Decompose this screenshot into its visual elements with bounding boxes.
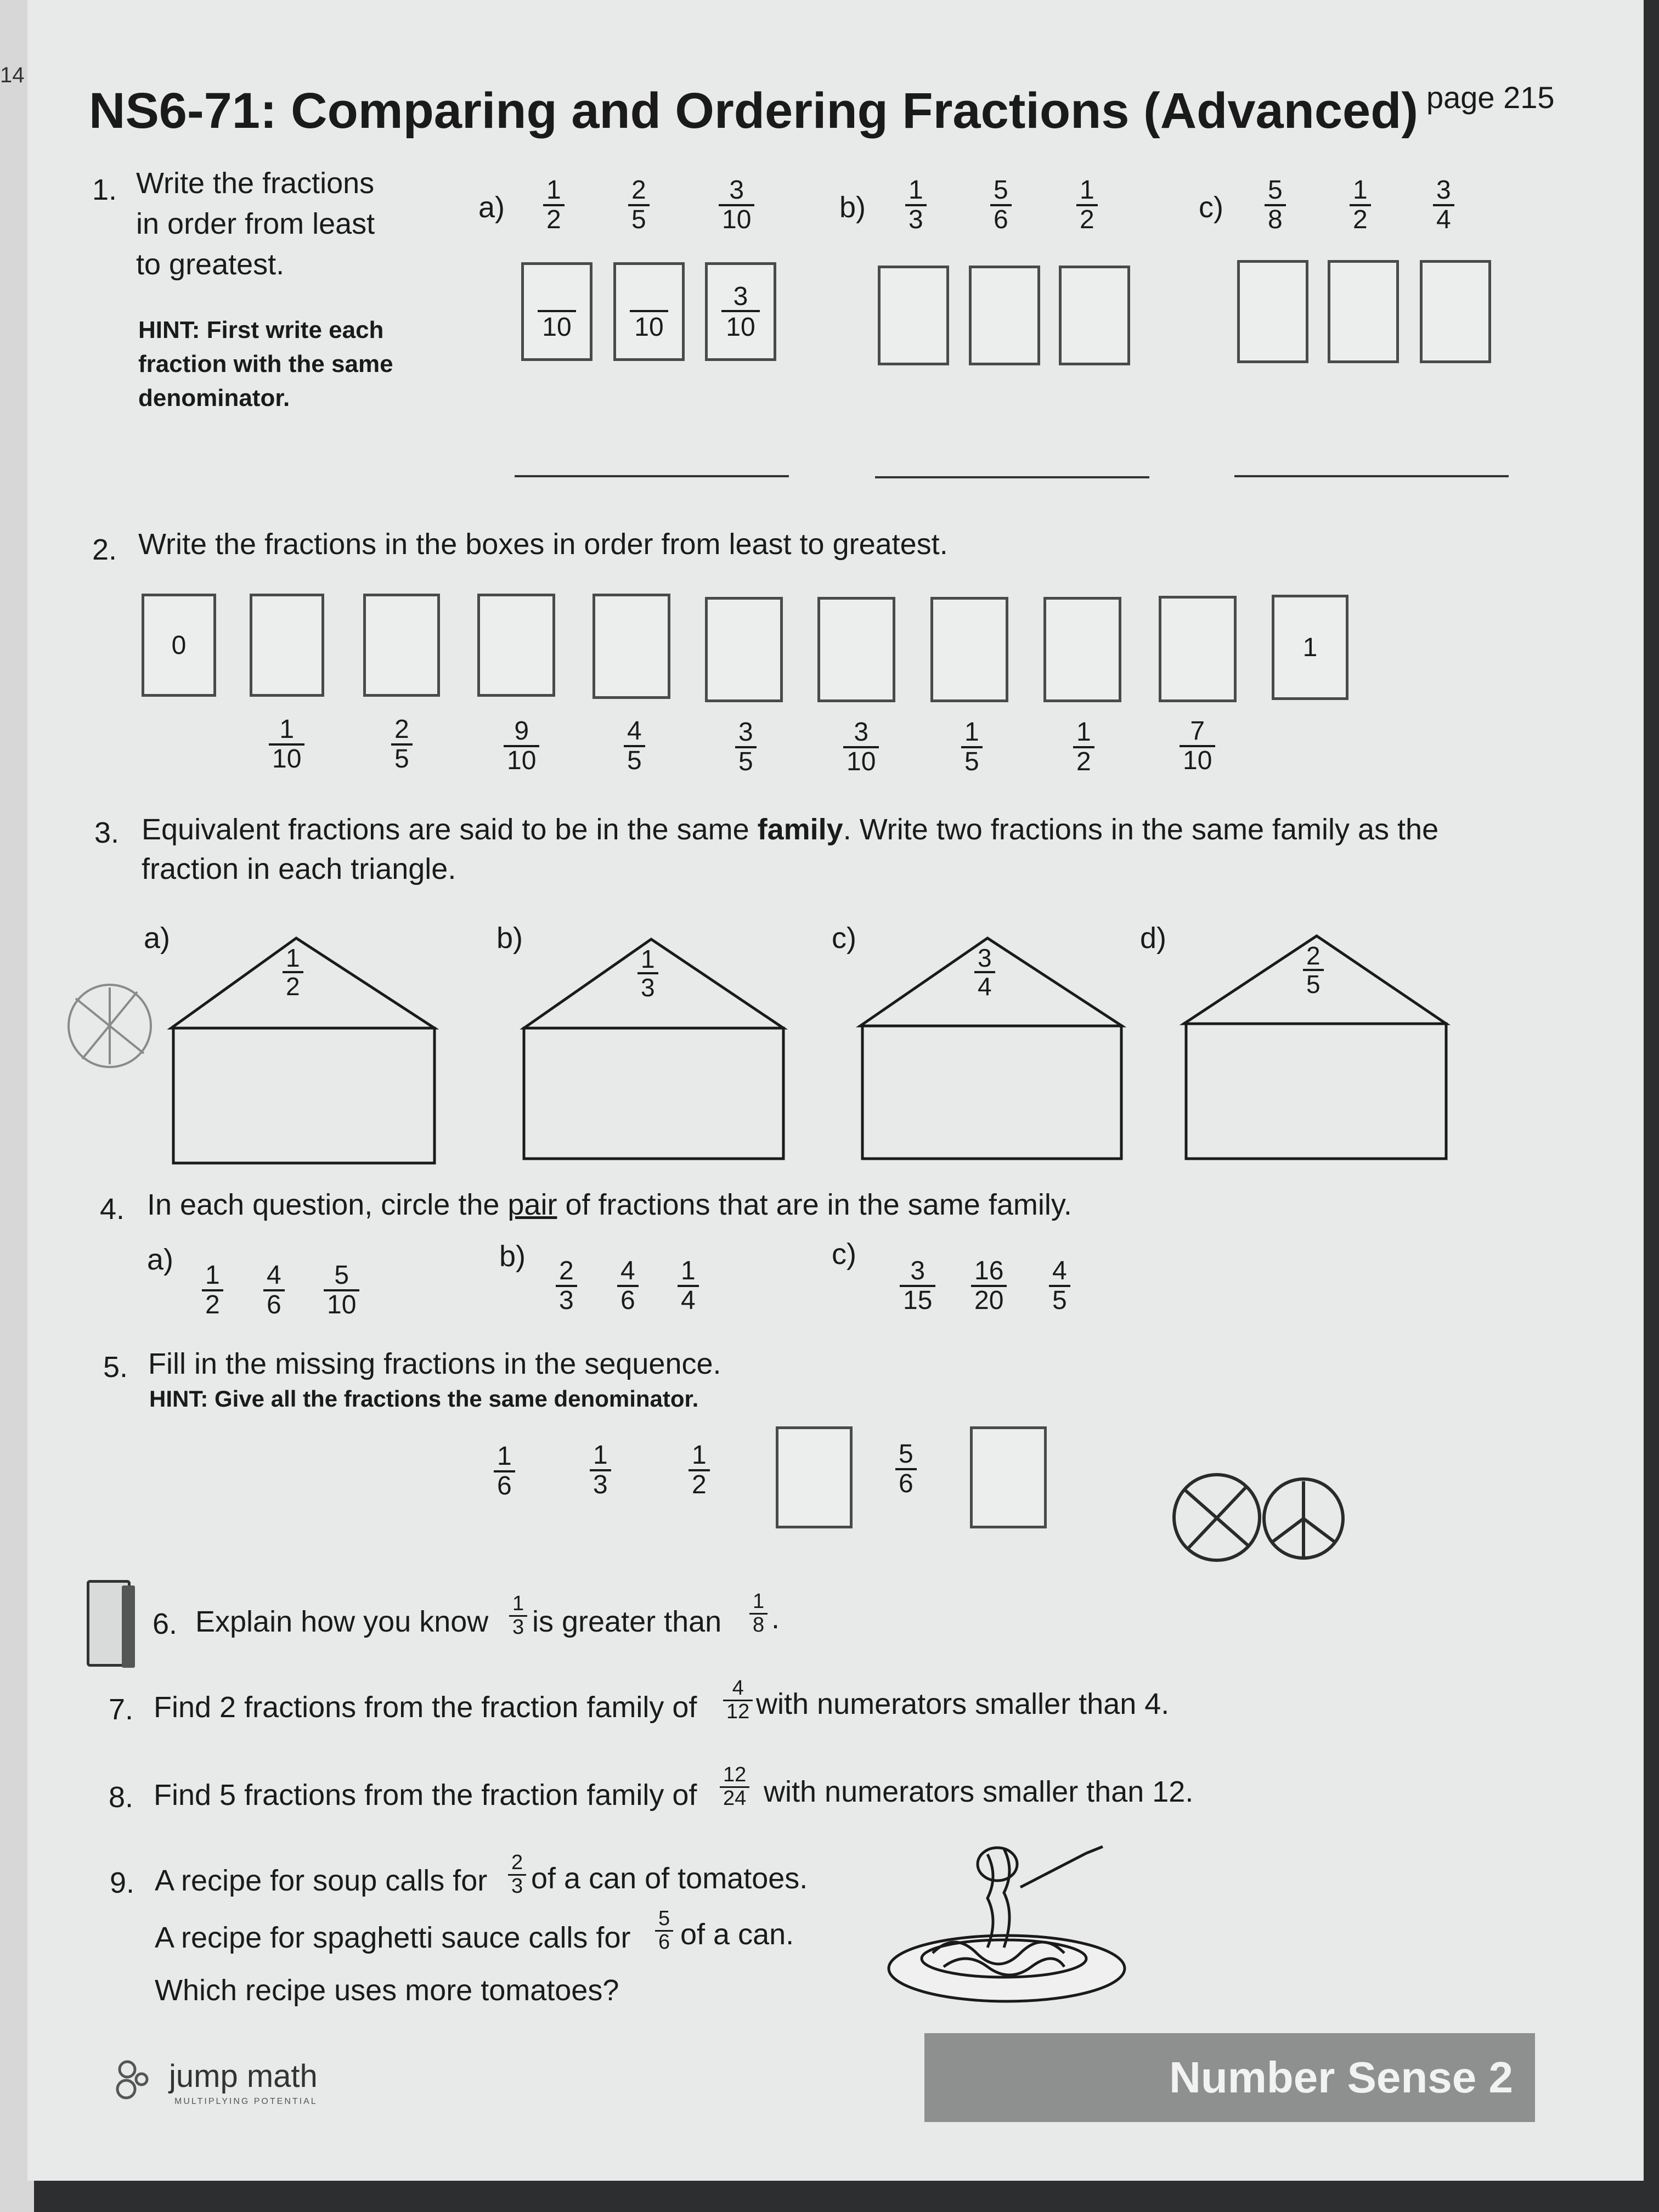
q1-prompt-line3: to greatest.: [136, 248, 285, 281]
q7-text-pre: Find 2 fractions from the fraction family of: [154, 1691, 697, 1724]
q1b-fraction-2: $\frac{5}{6}$: [990, 177, 1012, 234]
q5-sequence-fraction-2: $\frac{1}{3}$: [590, 1442, 611, 1499]
q3d-label: d): [1140, 922, 1167, 955]
q7-number: 7.: [109, 1693, 134, 1726]
q1-hint-line3: denominator.: [138, 385, 290, 411]
jump-math-tagline: MULTIPLYING POTENTIAL: [174, 2097, 318, 2106]
q7-text-post: with numerators smaller than 4.: [756, 1688, 1170, 1720]
q2-fraction-5: $\frac{3}{5}$: [735, 719, 757, 776]
q9-fraction-sauce: $\frac{5}{6}$: [655, 1908, 673, 1954]
q4c-label: c): [832, 1238, 856, 1271]
q1a-label: a): [478, 191, 505, 224]
jump-math-logo-text: jump math: [169, 2058, 318, 2094]
q1b-label: b): [839, 191, 866, 224]
q3-prompt-line2: fraction in each triangle.: [142, 853, 456, 885]
q4a-fraction-2[interactable]: $\frac{4}{6}$: [263, 1262, 285, 1319]
q9-line3: Which recipe uses more tomatoes?: [155, 1974, 619, 2007]
q8-number: 8.: [109, 1781, 134, 1814]
q5-sequence-fraction-4: $\frac{5}{6}$: [895, 1441, 917, 1498]
q9-line2-post: of a can.: [680, 1918, 794, 1951]
q2-fraction-8: $\frac{1}{2}$: [1073, 719, 1094, 776]
q4-prompt: In each question, circle the pair of fractions that are in the same family.: [147, 1188, 1072, 1221]
q3-number: 3.: [94, 816, 120, 849]
q1a-fraction-3: $\frac{3}{10}$: [719, 177, 754, 234]
q1a-answer-box-2[interactable]: 10: [613, 262, 685, 361]
q2-fraction-7: $\frac{1}{5}$: [961, 719, 983, 776]
q1b-fraction-1: $\frac{1}{3}$: [905, 177, 927, 234]
q6-text-mid: is greater than: [532, 1605, 722, 1638]
q1c-fraction-2: $\frac{1}{2}$: [1350, 177, 1371, 234]
q6-fraction-b: $\frac{1}{8}$: [749, 1591, 768, 1637]
q5-sequence-fraction-3: $\frac{1}{2}$: [689, 1442, 710, 1499]
q3c-label: c): [832, 922, 856, 955]
q2-fraction-9: $\frac{7}{10}$: [1180, 718, 1215, 775]
q2-fraction-1: $\frac{1}{10}$: [269, 716, 304, 774]
q4c-fraction-2[interactable]: $\frac{16}{20}$: [971, 1257, 1007, 1315]
q9-line2-pre: A recipe for spaghetti sauce calls for: [155, 1921, 631, 1954]
q5-sequence-fraction-1: $\frac{1}{6}$: [494, 1443, 515, 1500]
q3b-label: b): [496, 922, 523, 955]
q6-text-post: .: [771, 1602, 780, 1635]
q5-hint: HINT: Give all the fractions the same denominator.: [149, 1386, 699, 1412]
q1b-fraction-3: $\frac{1}{2}$: [1076, 177, 1098, 234]
q6-text-pre: Explain how you know: [195, 1605, 489, 1638]
section-footer-band: [924, 2033, 1535, 2122]
q2-fraction-6: $\frac{3}{10}$: [843, 719, 879, 776]
q2-prompt: Write the fractions in the boxes in order from least to greatest.: [138, 528, 948, 561]
q1-number: 1.: [92, 173, 117, 206]
q4a-fraction-1[interactable]: $\frac{1}{2}$: [202, 1262, 223, 1319]
q8-text-post: with numerators smaller than 12.: [764, 1775, 1194, 1808]
q5-prompt: Fill in the missing fractions in the sequence.: [148, 1347, 721, 1380]
q3a-triangle-fraction: $\frac{1}{2}$: [283, 945, 303, 1000]
q8-fraction: $\frac{12}{24}$: [720, 1764, 749, 1810]
q1a-fraction-2: $\frac{2}{5}$: [628, 177, 650, 234]
q2-fraction-2: $\frac{2}{5}$: [391, 716, 413, 774]
q6-fraction-a: $\frac{1}{3}$: [509, 1593, 527, 1639]
q2-number: 2.: [92, 533, 117, 566]
q1a-fraction-1: $\frac{1}{2}$: [543, 177, 565, 234]
margin-page-mark: 14: [0, 63, 25, 87]
q4c-fraction-3[interactable]: $\frac{4}{5}$: [1049, 1257, 1070, 1315]
q3d-triangle-fraction: $\frac{2}{5}$: [1303, 943, 1324, 998]
q2-box-1: 0: [142, 594, 216, 697]
q1c-fraction-1: $\frac{5}{8}$: [1265, 177, 1286, 234]
q1a-answer-box-3[interactable]: 3 10: [705, 262, 776, 361]
q2-fraction-4: $\frac{4}{5}$: [624, 718, 645, 775]
q1-prompt-line1: Write the fractions: [136, 167, 375, 200]
q9-line1-pre: A recipe for soup calls for: [155, 1864, 488, 1897]
q4b-fraction-1[interactable]: $\frac{2}{3}$: [556, 1257, 577, 1315]
q6-number: 6.: [153, 1607, 178, 1640]
q4b-fraction-2[interactable]: $\frac{4}{6}$: [617, 1257, 639, 1315]
q4c-fraction-1[interactable]: $\frac{3}{15}$: [900, 1257, 935, 1315]
q3b-triangle-fraction: $\frac{1}{3}$: [637, 946, 658, 1001]
q1-prompt-line2: in order from least: [136, 207, 375, 240]
q4b-label: b): [499, 1240, 526, 1273]
q7-fraction: $\frac{4}{12}$: [723, 1678, 753, 1723]
q1c-label: c): [1199, 191, 1223, 224]
section-name: Number Sense 2: [1169, 2053, 1513, 2102]
q1a-answer-box-1[interactable]: 10: [521, 262, 592, 361]
q1-hint-line1: HINT: First write each: [138, 317, 384, 343]
q3-prompt-line1: Equivalent fractions are said to be in the same family. Write two fractions in the same family as the: [142, 813, 1439, 846]
q8-text-pre: Find 5 fractions from the fraction family of: [154, 1779, 697, 1812]
page-number: page 215: [1426, 80, 1555, 115]
q9-line1-post: of a can of tomatoes.: [531, 1862, 808, 1895]
q2-box-11: 1: [1272, 595, 1348, 700]
q4a-fraction-3[interactable]: $\frac{5}{10}$: [324, 1262, 359, 1319]
q1-hint-line2: fraction with the same: [138, 351, 393, 377]
q1c-fraction-3: $\frac{3}{4}$: [1433, 177, 1454, 234]
q9-number: 9.: [110, 1866, 135, 1899]
q4-number: 4.: [100, 1193, 125, 1226]
q5-number: 5.: [103, 1351, 128, 1384]
q4b-fraction-3[interactable]: $\frac{1}{4}$: [678, 1257, 699, 1315]
page-title: NS6-71: Comparing and Ordering Fractions (Advanced): [89, 83, 1419, 139]
q3a-label: a): [144, 922, 171, 955]
q9-fraction-soup: $\frac{2}{3}$: [508, 1852, 526, 1898]
q4a-label: a): [147, 1243, 174, 1276]
q2-fraction-3: $\frac{9}{10}$: [504, 718, 539, 775]
q3c-triangle-fraction: $\frac{3}{4}$: [974, 945, 995, 1000]
